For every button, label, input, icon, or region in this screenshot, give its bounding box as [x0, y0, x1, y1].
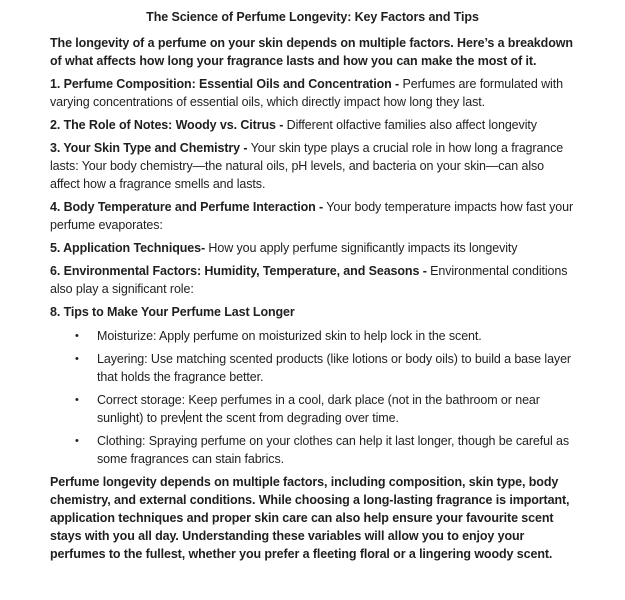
- section-paragraph-2[interactable]: [50, 116, 575, 134]
- tip-item-correct-storage[interactable]: [75, 391, 575, 427]
- section-heading-run: 5. Application Techniques-: [50, 241, 206, 255]
- section-paragraph-4[interactable]: [50, 198, 575, 234]
- tip-text: [97, 432, 575, 468]
- bullet-icon: •: [75, 330, 79, 342]
- section-body-run: Different olfactive families also affect longevity: [283, 118, 537, 132]
- bullet-icon: •: [75, 435, 79, 447]
- section-body-run: How you apply perfume significantly impacts its longevity: [205, 241, 518, 255]
- section-paragraph-1[interactable]: [50, 75, 575, 111]
- tips-list: [50, 327, 575, 468]
- bullet-icon: •: [75, 394, 79, 406]
- section-paragraph-5[interactable]: [50, 239, 575, 257]
- tip-text-run: ent the scent from degrading over time.: [185, 411, 399, 425]
- tip-item-layering[interactable]: [75, 350, 575, 386]
- section-heading-run: 2. The Role of Notes: Woody vs. Citrus -: [50, 118, 284, 132]
- tip-text: [97, 350, 575, 386]
- tips-heading[interactable]: 8. Tips to Make Your Perfume Last Longer: [50, 305, 295, 319]
- bullet-icon: •: [75, 353, 79, 365]
- section-heading-run: 1. Perfume Composition: Essential Oils and Concentration -: [50, 77, 400, 91]
- section-heading-run: 3. Your Skin Type and Chemistry -: [50, 141, 248, 155]
- intro-paragraph[interactable]: The longevity of a perfume on your skin depends on multiple factors. Here’s a breakdown of what affects how long your fragrance lasts and how you can make the most of it.: [50, 36, 573, 68]
- tip-text: [97, 327, 575, 345]
- section-paragraph-6[interactable]: [50, 262, 575, 298]
- tip-text-run: Moisturize: Apply perfume on moisturized skin to help lock in the scent.: [97, 329, 482, 343]
- document-title[interactable]: The Science of Perfume Longevity: Key Factors and Tips: [146, 10, 479, 24]
- conclusion-paragraph[interactable]: Perfume longevity depends on multiple factors, including composition, skin type, body chemistry, and external conditions. While choosing a long-lasting fragrance is important, application techniques and proper skin care can also help ensure your favourite scent stays with you all day. Understanding these variables will allow you to enjoy your perfumes to the fullest, whether you prefer a fleeting floral or a lingering woody scent.: [50, 475, 570, 561]
- section-paragraph-3[interactable]: [50, 139, 575, 193]
- tip-text-run: Layering: Use matching scented products (like lotions or body oils) to build a base layer that holds the fragrance better.: [97, 352, 571, 384]
- section-heading-run: 6. Environmental Factors: Humidity, Temperature, and Seasons -: [50, 264, 427, 278]
- tip-text: [97, 391, 575, 427]
- tip-item-clothing[interactable]: [75, 432, 575, 468]
- tip-item-moisturize[interactable]: [75, 327, 575, 345]
- section-body-run: Your body temperature impacts how fast your perfume evaporates:: [50, 200, 574, 232]
- tip-text-run: Clothing: Spraying perfume on your clothes can help it last longer, though be careful as some fragrances can stain fabrics.: [97, 434, 570, 466]
- tip-text-run: Correct storage: Keep perfumes in a cool, dark place (not in the bathroom or near sunlight) to prev: [97, 393, 540, 425]
- section-body-run: Environmental conditions also play a significant role:: [50, 264, 568, 296]
- section-body-run: Your skin type plays a crucial role in how long a fragrance lasts: Your body chemistry—the natural oils, pH levels, and bacteria on your skin—can also affect how a fragrance smells and lasts.: [50, 141, 564, 191]
- section-body-run: Perfumes are formulated with varying concentrations of essential oils, which directly impact how long they last.: [50, 77, 563, 109]
- section-heading-run: 4. Body Temperature and Perfume Interaction -: [50, 200, 324, 214]
